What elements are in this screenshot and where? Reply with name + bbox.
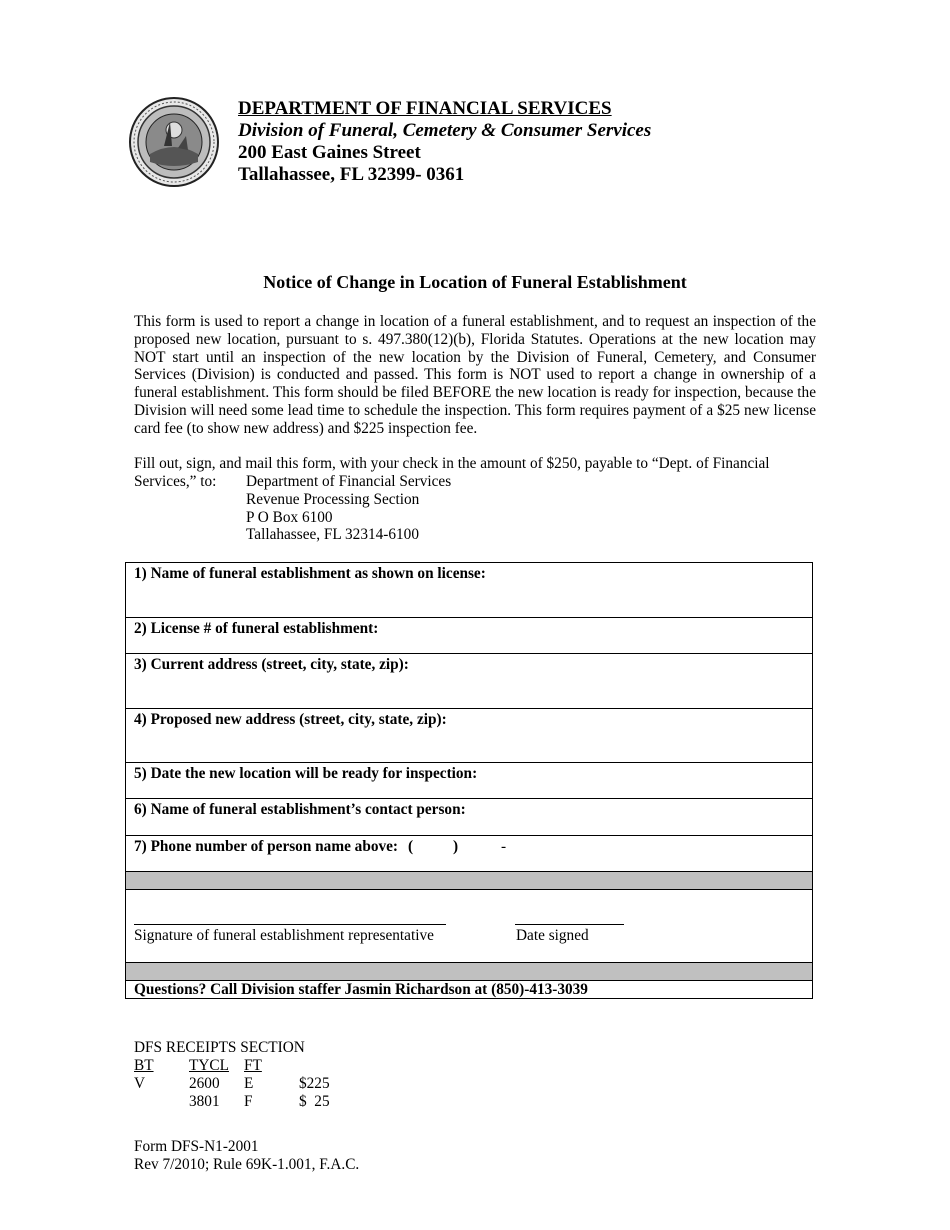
mailing-address-line: P O Box 6100 (246, 508, 333, 526)
phone-open-paren: ( (408, 838, 414, 855)
mail-instructions-line2: Services,” to: (134, 472, 217, 490)
phone-close-paren: ) (453, 838, 459, 855)
field-label: 6) Name of funeral establishment’s contact person: (134, 801, 466, 818)
cell-amount: $ 25 (299, 1093, 330, 1110)
header-ft: FT (244, 1057, 262, 1074)
header-tycl: TYCL (189, 1057, 229, 1074)
intro-paragraph: This form is used to report a change in location of a funeral establishment, and to request an inspection of the proposed new location, pursuant to s. 497.380(12)(b), Florida Statutes. Operations at the new location may NOT start until an inspection of the new location by the Division of Funeral, Cemetery, and Consumer Services (Division) is conducted and passed. This form is NOT used to report a change in ownership of a funeral establishment. This form should be filed BEFORE the new location is ready for inspection, because the Division will need some lead time to schedule the inspection. This form requires payment of a $25 new license card fee (to show new address) and $225 inspection fee. (134, 313, 816, 437)
mailing-address-line: Tallahassee, FL 32314-6100 (246, 526, 419, 544)
form-number: Form DFS-N1-2001 (134, 1138, 259, 1155)
field-establishment-name[interactable] (126, 563, 812, 618)
receipts-section (134, 1039, 359, 1111)
cell-amount: $225 (299, 1075, 330, 1092)
cell-bt (134, 1093, 189, 1111)
receipts-table (134, 1057, 359, 1111)
street-address: 200 East Gaines Street (238, 142, 421, 163)
cell-ft: E (244, 1075, 254, 1092)
mailing-address (246, 473, 451, 544)
gray-separator (126, 963, 812, 981)
field-label: 4) Proposed new address (street, city, state, zip): (134, 711, 447, 728)
gray-separator (126, 872, 812, 890)
questions-text: Questions? Call Division staffer Jasmin Richardson at (850)-413-3039 (134, 981, 588, 998)
field-label: 3) Current address (street, city, state, zip): (134, 656, 409, 673)
date-label: Date signed (516, 927, 589, 944)
signature-label: Signature of funeral establishment representative (134, 927, 434, 944)
field-label: 7) Phone number of person name above: (134, 838, 399, 855)
table-header-row (134, 1057, 359, 1075)
questions-row (126, 981, 812, 998)
form-title: Notice of Change in Location of Funeral Establishment (263, 272, 687, 292)
field-label: 5) Date the new location will be ready for inspection: (134, 765, 478, 782)
mailing-address-line: Department of Financial Services (246, 473, 452, 490)
phone-dash: - (501, 838, 507, 855)
field-license-number[interactable] (126, 618, 812, 654)
signature-line[interactable] (134, 924, 446, 925)
agency-header (238, 98, 651, 186)
receipts-title: DFS RECEIPTS SECTION (134, 1039, 305, 1056)
division-name: Division of Funeral, Cemetery & Consumer Services (238, 120, 652, 141)
florida-state-seal (126, 96, 222, 188)
cell-tycl: 3801 (189, 1093, 220, 1110)
mailing-address-line: Revenue Processing Section (246, 490, 420, 508)
table-row (134, 1075, 359, 1093)
cell-ft: F (244, 1093, 253, 1110)
mail-instructions-line1: Fill out, sign, and mail this form, with your check in the amount of $250, payable to “Dept. of Financial (134, 455, 770, 472)
cell-tycl: 2600 (189, 1075, 220, 1092)
date-line[interactable] (515, 924, 624, 925)
table-row (134, 1093, 359, 1111)
form-table (125, 562, 813, 999)
form-footer (134, 1138, 359, 1174)
field-label: 2) License # of funeral establishment: (134, 620, 379, 637)
city-state-zip: Tallahassee, FL 32399- 0361 (238, 164, 465, 185)
field-ready-date[interactable] (126, 763, 812, 799)
cell-bt: V (134, 1075, 146, 1092)
header-amount (299, 1057, 359, 1075)
field-contact-person[interactable] (126, 799, 812, 836)
field-phone-number[interactable] (126, 836, 812, 872)
field-current-address[interactable] (126, 654, 812, 709)
department-name: DEPARTMENT OF FINANCIAL SERVICES (238, 98, 612, 119)
field-label: 1) Name of funeral establishment as shown on license: (134, 565, 486, 582)
header-bt: BT (134, 1057, 154, 1074)
revision-info: Rev 7/2010; Rule 69K-1.001, F.A.C. (134, 1156, 360, 1173)
field-proposed-address[interactable] (126, 709, 812, 763)
signature-section (126, 890, 812, 963)
mail-instructions (134, 455, 816, 491)
